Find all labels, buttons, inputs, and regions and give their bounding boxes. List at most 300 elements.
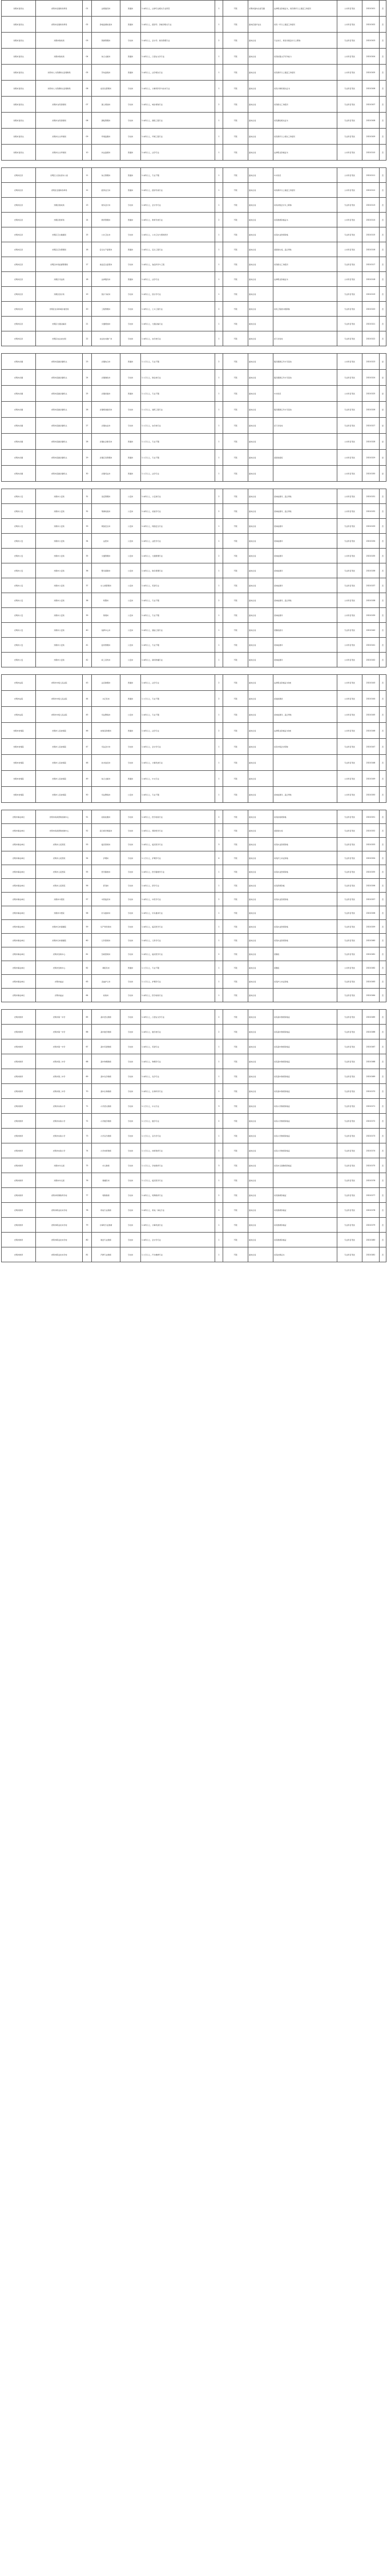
type-cell: 专技岗 [120, 893, 141, 906]
type-cell: 公安岗 [120, 578, 141, 593]
scope-cell: 面向全省 [248, 168, 273, 183]
education-cell: 不限 [223, 608, 248, 623]
position-cell: 法律服务岗 [92, 272, 120, 287]
requirement-cell: 1.本科以上，交通管理专业 [141, 549, 215, 563]
requirement-cell: 1.本科以上，计算机类专业 [141, 755, 215, 771]
note-cell: 具有高中教师资格证 [273, 1039, 337, 1054]
department-cell: 光明市第二中学 [36, 1084, 83, 1099]
position-code-cell: 20210145 [362, 707, 380, 723]
job-table [1, 167, 386, 346]
department-cell: 光明市直属乡镇机关 [36, 402, 83, 418]
code-cell: 75 [83, 1158, 92, 1173]
note-cell [273, 287, 337, 302]
department-cell: 光明市人力资源和社会保障局 [36, 65, 83, 81]
unit-cell: 光明市公安 [2, 593, 36, 608]
exam-cell: 公共科目笔试 [337, 354, 362, 370]
type-cell: 专技岗 [120, 934, 141, 947]
table-row [2, 1158, 386, 1173]
scope-cell: 面向全省 [248, 227, 273, 242]
exam-cell: 公共科目笔试 [337, 450, 362, 466]
exam-cell: 公共科目笔试 [337, 1, 362, 17]
requirement-cell: 1.本科以上，针灸推拿专业 [141, 906, 215, 920]
department-cell: 光明市疾病预防控制中心 [36, 810, 83, 824]
count-cell: 1 [215, 1069, 223, 1084]
exam-cell: 专业科目笔试 [337, 418, 362, 434]
table-row [2, 129, 386, 145]
table-row [2, 81, 386, 97]
code-cell: 77 [83, 1188, 92, 1203]
table-row [2, 227, 386, 242]
code-cell: 59 [83, 920, 92, 934]
scope-cell: 面向全省 [248, 519, 273, 534]
section-gap [1, 346, 386, 353]
table-row [2, 865, 386, 879]
requirement-cell: 1.大专以上，建筑工程专业 [141, 402, 215, 418]
education-cell: 不限 [223, 653, 248, 667]
requirement-cell: 1.本科以上，专业不限 [141, 593, 215, 608]
position-code-cell: 20210142 [362, 653, 380, 667]
code-cell: 63 [83, 975, 92, 989]
scope-cell: 面向全省 [248, 755, 273, 771]
unit-cell: 光明市事业单位 [2, 961, 36, 975]
code-cell: 54 [83, 851, 92, 865]
requirement-cell: 1.大专以上，专业不限 [141, 434, 215, 450]
flag-cell: 否 [380, 824, 386, 838]
count-cell: 1 [215, 1039, 223, 1054]
requirement-cell: 1.本科以上，食品科学与工程 [141, 257, 215, 272]
count-cell: 2 [215, 810, 223, 824]
education-cell: 不限 [223, 549, 248, 563]
position-cell: 环境监测岗 [92, 129, 120, 145]
note-cell: 需经常出差，适合男性 [273, 242, 337, 257]
exam-cell: 专业科目笔试 [337, 97, 362, 113]
type-cell: 专技岗 [120, 81, 141, 97]
unit-cell: 光明市直机关 [2, 97, 36, 113]
education-cell: 不限 [223, 519, 248, 534]
exam-cell: 专业科目笔试 [337, 534, 362, 549]
count-cell: 1 [215, 272, 223, 287]
department-cell: 光明区教育局 [36, 213, 83, 227]
type-cell: 公安岗 [120, 489, 141, 504]
table-row [2, 33, 386, 49]
count-cell: 1 [215, 466, 223, 482]
department-cell: 光明市第一中学 [36, 1039, 83, 1054]
flag-cell: 否 [380, 838, 386, 851]
note-cell [273, 771, 337, 787]
type-cell: 公安岗 [120, 608, 141, 623]
type-cell: 专技岗 [120, 198, 141, 213]
position-code-cell: 20210163 [362, 975, 380, 989]
note-cell: 具有检验师资格 [273, 810, 337, 824]
note-cell: 法律职业资格证书，具有两年以上基层工作经历 [273, 1, 337, 17]
note-cell: 具有教师资格证 [273, 1218, 337, 1233]
education-cell: 不限 [223, 466, 248, 482]
count-cell: 1 [215, 287, 223, 302]
exam-cell: 公共科目笔试 [337, 504, 362, 519]
scope-cell: 面向全省 [248, 489, 273, 504]
education-cell: 不限 [223, 418, 248, 434]
exam-cell: 公共科目笔试 [337, 272, 362, 287]
note-cell: 具有护士执业资格 [273, 975, 337, 989]
scope-cell: 面向全省 [248, 675, 273, 691]
type-cell: 公安岗 [120, 638, 141, 653]
department-cell: 光明市直属乡镇机关 [36, 450, 83, 466]
table-row [2, 386, 386, 402]
flag-cell: 否 [380, 739, 386, 755]
note-cell: 需经常出差 [273, 824, 337, 838]
education-cell: 不限 [223, 489, 248, 504]
type-cell: 普通岗 [120, 771, 141, 787]
table-row [2, 418, 386, 434]
flag-cell: 否 [380, 893, 386, 906]
position-code-cell: 20210178 [362, 1203, 380, 1218]
flag-cell: 否 [380, 1203, 386, 1218]
position-cell: 医学影像岗 [92, 865, 120, 879]
exam-cell: 专业科目笔试 [337, 317, 362, 331]
count-cell: 1 [215, 1054, 223, 1069]
position-cell: 执法监督岗 [92, 145, 120, 161]
unit-cell: 光明市区县 [2, 213, 36, 227]
code-cell: 30 [83, 466, 92, 482]
education-cell: 不限 [223, 257, 248, 272]
education-cell: 不限 [223, 370, 248, 386]
scope-cell: 面向全省 [248, 272, 273, 287]
flag-cell: 否 [380, 317, 386, 331]
exam-cell: 专业科目笔试 [337, 1233, 362, 1247]
flag-cell: 否 [380, 17, 386, 33]
department-cell: 光明市直属乡镇机关 [36, 418, 83, 434]
position-cell: 特警岗 [92, 593, 120, 608]
table-row [2, 851, 386, 865]
note-cell [273, 906, 337, 920]
job-table [1, 1009, 386, 1262]
department-cell: 光明市财政局 [36, 49, 83, 65]
exam-cell: 公共科目笔试 [337, 723, 362, 739]
education-cell: 不限 [223, 1, 248, 17]
exam-cell: 公共科目笔试 [337, 638, 362, 653]
count-cell: 1 [215, 623, 223, 638]
type-cell: 专技岗 [120, 129, 141, 145]
department-cell: 光明市直属乡镇机关 [36, 370, 83, 386]
position-code-cell: 20210119 [362, 287, 380, 302]
department-cell: 光明市人民医院 [36, 879, 83, 893]
position-cell: 计算机专业教师 [92, 1218, 120, 1233]
code-cell: 76 [83, 1173, 92, 1188]
position-cell: 测绘管理岗 [92, 113, 120, 129]
unit-cell: 光明市法院 [2, 691, 36, 707]
flag-cell: 否 [380, 302, 386, 317]
exam-cell: 专业科目笔试 [337, 198, 362, 213]
flag-cell: 否 [380, 242, 386, 257]
note-cell: 具有高中教师资格证 [273, 1025, 337, 1039]
position-code-cell: 20210129 [362, 450, 380, 466]
education-cell: 不限 [223, 691, 248, 707]
position-cell: 食品安全监管岗 [92, 257, 120, 272]
education-cell: 不限 [223, 1233, 248, 1247]
code-cell: 26 [83, 402, 92, 418]
scope-cell: 面向全省 [248, 1233, 273, 1247]
code-cell: 17 [83, 257, 92, 272]
position-code-cell: 20210180 [362, 1233, 380, 1247]
unit-cell: 光明市直机关 [2, 1, 36, 17]
note-cell: 具有幼儿园教师资格证 [273, 1158, 337, 1173]
scope-cell: 面向全省 [248, 302, 273, 317]
requirement-cell: 1.本科以上，法律专业相关专业背景 [141, 1, 215, 17]
scope-cell: 面向全省 [248, 653, 273, 667]
count-cell: 2 [215, 1025, 223, 1039]
type-cell: 普通岗 [120, 675, 141, 691]
table-row [2, 49, 386, 65]
department-cell: 光明市直属乡镇机关 [36, 354, 83, 370]
education-cell: 不限 [223, 623, 248, 638]
department-cell: 光明区市场监督管理局 [36, 257, 83, 272]
position-code-cell: 20210111 [362, 168, 380, 183]
code-cell: 65 [83, 1010, 92, 1025]
position-code-cell: 20210114 [362, 213, 380, 227]
position-code-cell: 20210166 [362, 1025, 380, 1039]
type-cell: 普通岗 [120, 49, 141, 65]
note-cell: 需体能测评，适合男性 [273, 593, 337, 608]
position-code-cell: 20210144 [362, 691, 380, 707]
code-cell: 34 [83, 534, 92, 549]
scope-cell: 面向全省 [248, 257, 273, 272]
note-cell: 需倒班 [273, 947, 337, 961]
note-cell: 具有两年以上基层工作经历 [273, 65, 337, 81]
type-cell: 公安岗 [120, 519, 141, 534]
note-cell: 具有两年以上基层工作经历 [273, 183, 337, 198]
note-cell: 服务期满五年方可流动 [273, 370, 337, 386]
code-cell: 47 [83, 739, 92, 755]
note-cell: 具有教师资格证 [273, 1233, 337, 1247]
count-cell: 1 [215, 242, 223, 257]
scope-cell: 面向全省 [248, 1114, 273, 1129]
count-cell: 1 [215, 17, 223, 33]
requirement-cell: 1.本科以上，化学专业 [141, 1069, 215, 1084]
position-code-cell: 20210104 [362, 49, 380, 65]
education-cell: 不限 [223, 287, 248, 302]
count-cell: 1 [215, 961, 223, 975]
position-code-cell: 20210137 [362, 578, 380, 593]
flag-cell: 否 [380, 947, 386, 961]
code-cell: 11 [83, 168, 92, 183]
table-row [2, 593, 386, 608]
scope-cell: 面向全省 [248, 386, 273, 402]
exam-cell: 专业科目笔试 [337, 302, 362, 317]
note-cell: 具有教师资格证 [273, 1188, 337, 1203]
flag-cell: 否 [380, 1069, 386, 1084]
scope-cell: 面向全省 [248, 1025, 273, 1039]
count-cell: 1 [215, 906, 223, 920]
position-code-cell: 20210107 [362, 97, 380, 113]
requirement-cell: 1.大专以上，财会类专业 [141, 370, 215, 386]
scope-cell: 面向全省 [248, 242, 273, 257]
type-cell: 专技岗 [120, 1025, 141, 1039]
code-cell: 03 [83, 33, 92, 49]
type-cell: 专技岗 [120, 810, 141, 824]
count-cell: 1 [215, 129, 223, 145]
flag-cell: 否 [380, 198, 386, 213]
flag-cell: 否 [380, 920, 386, 934]
code-cell: 36 [83, 563, 92, 578]
table-row [2, 145, 386, 161]
count-cell: 1 [215, 1, 223, 17]
note-cell: 法律职业资格证书A类 [273, 675, 337, 691]
exam-cell: 专业科目笔试 [337, 1114, 362, 1129]
note-cell: 需体能测评 [273, 563, 337, 578]
position-cell: 小学数学教师 [92, 1114, 120, 1129]
scope-cell: 面向全省 [248, 1054, 273, 1069]
requirement-cell: 1.本科以上，通信工程专业 [141, 623, 215, 638]
position-code-cell: 20210138 [362, 593, 380, 608]
flag-cell: 否 [380, 593, 386, 608]
scope-cell: 面向全省 [248, 213, 273, 227]
education-cell: 不限 [223, 1054, 248, 1069]
scope-cell: 面向全省 [248, 418, 273, 434]
scope-cell: 面向全省 [248, 906, 273, 920]
type-cell: 专技岗 [120, 1054, 141, 1069]
department-cell: 光明市职业技术学校 [36, 1203, 83, 1218]
unit-cell: 光明市教育 [2, 1114, 36, 1129]
flag-cell: 否 [380, 227, 386, 242]
note-cell: 具有执业医师资格 [273, 920, 337, 934]
position-cell: 针灸推拿岗 [92, 906, 120, 920]
type-cell: 普通岗 [120, 242, 141, 257]
position-cell: 幼儿教师 [92, 1158, 120, 1173]
note-cell: 具有执业医师资格 [273, 934, 337, 947]
type-cell: 专技岗 [120, 755, 141, 771]
count-cell: 1 [215, 418, 223, 434]
unit-cell: 光明市区县 [2, 317, 36, 331]
education-cell: 不限 [223, 755, 248, 771]
scope-cell: 面向全省 [248, 920, 273, 934]
flag-cell: 否 [380, 851, 386, 865]
requirement-cell: 1.本科以上，英语专业 [141, 1039, 215, 1054]
exam-cell: 专业科目笔试 [337, 824, 362, 838]
scope-cell: 面向全省 [248, 787, 273, 803]
department-cell: 光明市直属乡镇机关 [36, 434, 83, 450]
education-cell: 不限 [223, 129, 248, 145]
education-cell: 不限 [223, 317, 248, 331]
department-cell: 光明市疾病预防控制中心 [36, 824, 83, 838]
flag-cell: 否 [380, 1114, 386, 1129]
table-row [2, 608, 386, 623]
table-row [2, 947, 386, 961]
table-row [2, 787, 386, 803]
flag-cell: 否 [380, 787, 386, 803]
table-row [2, 331, 386, 346]
flag-cell: 否 [380, 675, 386, 691]
table-row [2, 317, 386, 331]
code-cell: 02 [83, 17, 92, 33]
flag-cell: 否 [380, 1247, 386, 1262]
scope-cell: 面向全省 [248, 934, 273, 947]
code-cell: 46 [83, 723, 92, 739]
table-row [2, 975, 386, 989]
requirement-cell: 1.本科以上，会计学、财务管理专业 [141, 33, 215, 49]
note-cell: 需体能测评，适合男性 [273, 707, 337, 723]
table-row [2, 534, 386, 549]
scope-cell: 面向全省 [248, 838, 273, 851]
count-cell: 1 [215, 450, 223, 466]
unit-cell: 光明市公安 [2, 623, 36, 638]
flag-cell: 否 [380, 1158, 386, 1173]
department-cell: 光明市职业技术学校 [36, 1247, 83, 1262]
flag-cell: 否 [380, 975, 386, 989]
position-code-cell: 20210174 [362, 1143, 380, 1158]
position-cell: 小学音乐教师 [92, 1129, 120, 1143]
requirement-cell: 1.大专以上，学前教育专业 [141, 1158, 215, 1173]
position-code-cell: 20210136 [362, 563, 380, 578]
job-table [1, 0, 386, 161]
department-cell: 光明市血站 [36, 989, 83, 1002]
department-cell: 光明市职业技术学校 [36, 1218, 83, 1233]
count-cell: 1 [215, 1218, 223, 1233]
requirement-cell: 1.大专以上，临床医学专业 [141, 1173, 215, 1188]
unit-cell: 光明市法院 [2, 707, 36, 723]
scope-cell: 面向全省 [248, 1010, 273, 1025]
code-cell: 16 [83, 242, 92, 257]
unit-cell: 光明市事业单位 [2, 865, 36, 879]
table-row [2, 1054, 386, 1069]
position-code-cell: 20210141 [362, 638, 380, 653]
recruitment-sheet [1, 0, 386, 1262]
position-code-cell: 20210168 [362, 1054, 380, 1069]
code-cell: 52 [83, 824, 92, 838]
education-cell: 不限 [223, 1203, 248, 1218]
department-cell: 光明区司法局 [36, 272, 83, 287]
type-cell: 普通岗 [120, 1, 141, 17]
department-cell: 光明市人民检察院 [36, 755, 83, 771]
scope-cell: 面向全省 [248, 893, 273, 906]
exam-cell: 专业科目笔试 [337, 1099, 362, 1114]
position-code-cell: 20210121 [362, 317, 380, 331]
table-row [2, 198, 386, 213]
exam-cell: 专业科目笔试 [337, 331, 362, 346]
unit-cell: 光明市教育 [2, 1158, 36, 1173]
code-cell: 68 [83, 1054, 92, 1069]
note-cell: 服务期满五年方可流动 [273, 354, 337, 370]
count-cell: 1 [215, 771, 223, 787]
note-cell: 具有初级会计以上职称 [273, 198, 337, 213]
note-cell: 需体能测评 [273, 608, 337, 623]
scope-cell: 面向全省 [248, 97, 273, 113]
type-cell: 专技岗 [120, 1099, 141, 1114]
education-cell: 不限 [223, 707, 248, 723]
note-cell: 需经常值班 [273, 450, 337, 466]
education-cell: 不限 [223, 354, 248, 370]
position-cell: 乡镇财政岗 [92, 370, 120, 386]
unit-cell: 光明市检察院 [2, 787, 36, 803]
unit-cell: 光明市区县 [2, 331, 36, 346]
exam-cell: 公共科目笔试 [337, 434, 362, 450]
position-code-cell: 20210125 [362, 386, 380, 402]
flag-cell: 否 [380, 1129, 386, 1143]
table-row [2, 97, 386, 113]
department-cell: 光明区人民政府办公室 [36, 168, 83, 183]
position-cell: 护理岗 [92, 851, 120, 865]
type-cell: 公安岗 [120, 707, 141, 723]
code-cell: 45 [83, 707, 92, 723]
code-cell: 60 [83, 934, 92, 947]
code-cell: 24 [83, 370, 92, 386]
position-cell: 采血护士岗 [92, 975, 120, 989]
exam-cell: 专业科目笔试 [337, 563, 362, 578]
type-cell: 专技岗 [120, 947, 141, 961]
section-gap [1, 803, 386, 810]
position-code-cell: 20210124 [362, 370, 380, 386]
section-gap [1, 161, 386, 167]
education-cell: 不限 [223, 578, 248, 593]
